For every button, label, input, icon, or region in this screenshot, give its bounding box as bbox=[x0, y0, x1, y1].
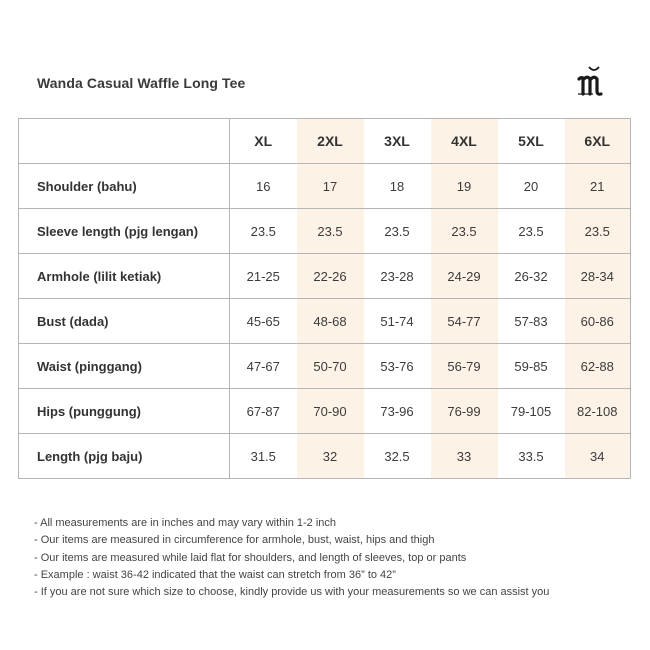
table-cell: 23.5 bbox=[230, 209, 297, 254]
table-cell: 56-79 bbox=[431, 344, 498, 389]
row-label-sleeve-length: Sleeve length (pjg lengan) bbox=[19, 209, 230, 254]
size-header-2xl: 2XL bbox=[297, 119, 364, 164]
brand-monogram-icon bbox=[576, 64, 612, 98]
table-cell: 17 bbox=[297, 164, 364, 209]
size-header-5xl: 5XL bbox=[498, 119, 565, 164]
size-header-row bbox=[19, 119, 631, 164]
table-cell: 32 bbox=[297, 434, 364, 479]
table-cell: 18 bbox=[364, 164, 431, 209]
table-row bbox=[19, 434, 631, 479]
table-cell: 23.5 bbox=[498, 209, 565, 254]
note-item: - Example : waist 36-42 indicated that the waist can stretch from 36” to 42” bbox=[34, 568, 396, 581]
table-cell: 47-67 bbox=[230, 344, 297, 389]
size-header-3xl: 3XL bbox=[364, 119, 431, 164]
size-header-6xl: 6XL bbox=[565, 119, 631, 164]
table-row bbox=[19, 299, 631, 344]
table-cell: 73-96 bbox=[364, 389, 431, 434]
table-cell: 28-34 bbox=[565, 254, 631, 299]
table-cell: 54-77 bbox=[431, 299, 498, 344]
row-label-bust: Bust (dada) bbox=[19, 299, 230, 344]
table-cell: 45-65 bbox=[230, 299, 297, 344]
table-cell: 48-68 bbox=[297, 299, 364, 344]
table-cell: 23.5 bbox=[431, 209, 498, 254]
size-header-xl: XL bbox=[230, 119, 297, 164]
table-cell: 50-70 bbox=[297, 344, 364, 389]
table-cell: 19 bbox=[431, 164, 498, 209]
row-label-waist: Waist (pinggang) bbox=[19, 344, 230, 389]
table-cell: 57-83 bbox=[498, 299, 565, 344]
table-cell: 33 bbox=[431, 434, 498, 479]
note-item: - All measurements are in inches and may vary within 1-2 inch bbox=[34, 517, 337, 529]
size-header-4xl: 4XL bbox=[431, 119, 498, 164]
measurement-notes bbox=[34, 515, 549, 601]
table-cell: 31.5 bbox=[230, 434, 297, 479]
size-chart-table bbox=[18, 118, 631, 479]
table-cell: 21-25 bbox=[230, 254, 297, 299]
table-row bbox=[19, 344, 631, 389]
table-row bbox=[19, 164, 631, 209]
table-cell: 53-76 bbox=[364, 344, 431, 389]
table-cell: 23.5 bbox=[565, 209, 631, 254]
table-cell: 51-74 bbox=[364, 299, 431, 344]
table-cell: 16 bbox=[230, 164, 297, 209]
note-item: - Our items are measured while laid flat for shoulders, and length of sleeves, top or pants bbox=[34, 551, 467, 564]
table-cell: 70-90 bbox=[297, 389, 364, 434]
table-cell: 76-99 bbox=[431, 389, 498, 434]
table-row bbox=[19, 254, 631, 299]
table-cell: 60-86 bbox=[565, 299, 631, 344]
table-cell: 82-108 bbox=[565, 389, 631, 434]
table-cell: 22-26 bbox=[297, 254, 364, 299]
page-title: Wanda Casual Waffle Long Tee bbox=[37, 75, 246, 91]
note-item: - If you are not sure which size to choose, kindly provide us with your measurements so we can assist you bbox=[34, 586, 550, 599]
table-cell: 59-85 bbox=[498, 344, 565, 389]
table-cell: 26-32 bbox=[498, 254, 565, 299]
table-cell: 24-29 bbox=[431, 254, 498, 299]
table-cell: 67-87 bbox=[230, 389, 297, 434]
row-label-length: Length (pjg baju) bbox=[19, 434, 230, 479]
table-cell: 20 bbox=[498, 164, 565, 209]
note-item: - Our items are measured in circumference for armhole, bust, waist, hips and thigh bbox=[34, 534, 435, 547]
row-label-shoulder: Shoulder (bahu) bbox=[19, 164, 230, 209]
table-cell: 62-88 bbox=[565, 344, 631, 389]
row-label-armhole: Armhole (lilit ketiak) bbox=[19, 254, 230, 299]
table-cell: 21 bbox=[565, 164, 631, 209]
table-cell: 34 bbox=[565, 434, 631, 479]
table-cell: 79-105 bbox=[498, 389, 565, 434]
row-label-hips: Hips (punggung) bbox=[19, 389, 230, 434]
table-row bbox=[19, 389, 631, 434]
table-row bbox=[19, 209, 631, 254]
table-cell: 33.5 bbox=[498, 434, 565, 479]
table-cell: 23.5 bbox=[364, 209, 431, 254]
table-cell: 32.5 bbox=[364, 434, 431, 479]
table-cell: 23-28 bbox=[364, 254, 431, 299]
table-corner-cell bbox=[19, 119, 230, 164]
table-cell: 23.5 bbox=[297, 209, 364, 254]
